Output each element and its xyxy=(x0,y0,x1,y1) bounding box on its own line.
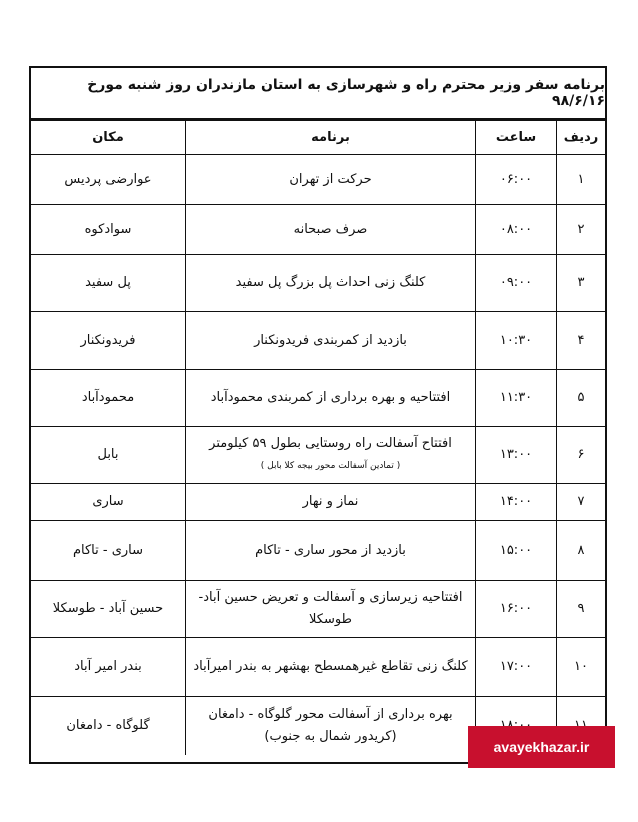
table-row xyxy=(31,427,605,484)
row-time: ۰۹:۰۰ xyxy=(476,255,557,312)
row-program: صرف صبحانه xyxy=(186,205,476,255)
row-location: ساری - تاکام xyxy=(31,521,186,581)
row-program-note: ( تمادین آسفالت محور بیجه کلا بابل ) xyxy=(260,461,401,471)
row-num: ۶ xyxy=(557,427,606,484)
table-header-row xyxy=(31,121,605,155)
table-row xyxy=(31,484,605,521)
row-num: ۱ xyxy=(557,155,606,205)
schedule-frame xyxy=(29,66,607,764)
row-time: ۱۳:۰۰ xyxy=(476,427,557,484)
row-location: حسین آباد - طوسکلا xyxy=(31,581,186,638)
row-location: بابل xyxy=(31,427,186,484)
row-time: ۱۱:۳۰ xyxy=(476,370,557,427)
row-program: افتتاحیه زیرسازی و آسفالت و تعریض حسین آباد-طوسکلا xyxy=(186,581,476,638)
row-num: ۸ xyxy=(557,521,606,581)
table-row xyxy=(31,370,605,427)
row-program-text: افتتاح آسفالت راه روستایی بطول ۵۹ کیلومتر xyxy=(209,436,452,451)
table-row xyxy=(31,521,605,581)
table-row xyxy=(31,255,605,312)
row-program: بازدید از کمربندی فریدونکنار xyxy=(186,312,476,370)
header-program: برنامه xyxy=(186,121,476,155)
row-program: بازدید از محور ساری - تاکام xyxy=(186,521,476,581)
document-title: برنامه سفر وزیر محترم راه و شهرسازی به استان مازندران روز شنبه مورخ ۹۸/۶/۱۶ xyxy=(31,68,605,120)
table-row xyxy=(31,581,605,638)
header-time: ساعت xyxy=(476,121,557,155)
row-location: سوادکوه xyxy=(31,205,186,255)
row-program: کلنگ زنی احداث پل بزرگ پل سفید xyxy=(186,255,476,312)
schedule-table xyxy=(31,120,605,755)
row-program: بهره برداری از آسفالت محور گلوگاه - دامغان (کریدور شمال به جنوب) xyxy=(186,697,476,755)
row-location: محمودآباد xyxy=(31,370,186,427)
row-time: ۱۴:۰۰ xyxy=(476,484,557,521)
row-program: حرکت از تهران xyxy=(186,155,476,205)
table-row xyxy=(31,312,605,370)
row-num: ۱۰ xyxy=(557,638,606,697)
table-row xyxy=(31,155,605,205)
row-program: کلنگ زنی تقاطع غیرهمسطح بهشهر به بندر امیرآباد xyxy=(186,638,476,697)
row-time: ۱۶:۰۰ xyxy=(476,581,557,638)
header-num: ردیف xyxy=(557,121,606,155)
row-location: ساری xyxy=(31,484,186,521)
row-time: ۱۰:۳۰ xyxy=(476,312,557,370)
row-time: ۱۵:۰۰ xyxy=(476,521,557,581)
row-num: ۲ xyxy=(557,205,606,255)
watermark-badge: avayekhazar.ir xyxy=(468,726,615,768)
row-num: ۷ xyxy=(557,484,606,521)
table-row xyxy=(31,638,605,697)
row-num: ۴ xyxy=(557,312,606,370)
row-program xyxy=(186,427,476,484)
table-row xyxy=(31,205,605,255)
row-time: ۰۸:۰۰ xyxy=(476,205,557,255)
row-location: گلوگاه - دامغان xyxy=(31,697,186,755)
row-num: ۳ xyxy=(557,255,606,312)
row-num: ۹ xyxy=(557,581,606,638)
row-program: افتتاحیه و بهره برداری از کمربندی محمودآباد xyxy=(186,370,476,427)
row-location: پل سفید xyxy=(31,255,186,312)
row-num: ۵ xyxy=(557,370,606,427)
row-program: نماز و نهار xyxy=(186,484,476,521)
row-location: عوارضی پردیس xyxy=(31,155,186,205)
row-time: ۰۶:۰۰ xyxy=(476,155,557,205)
row-location: بندر امیر آباد xyxy=(31,638,186,697)
row-location: فریدونکنار xyxy=(31,312,186,370)
header-location: مکان xyxy=(31,121,186,155)
row-time: ۱۷:۰۰ xyxy=(476,638,557,697)
